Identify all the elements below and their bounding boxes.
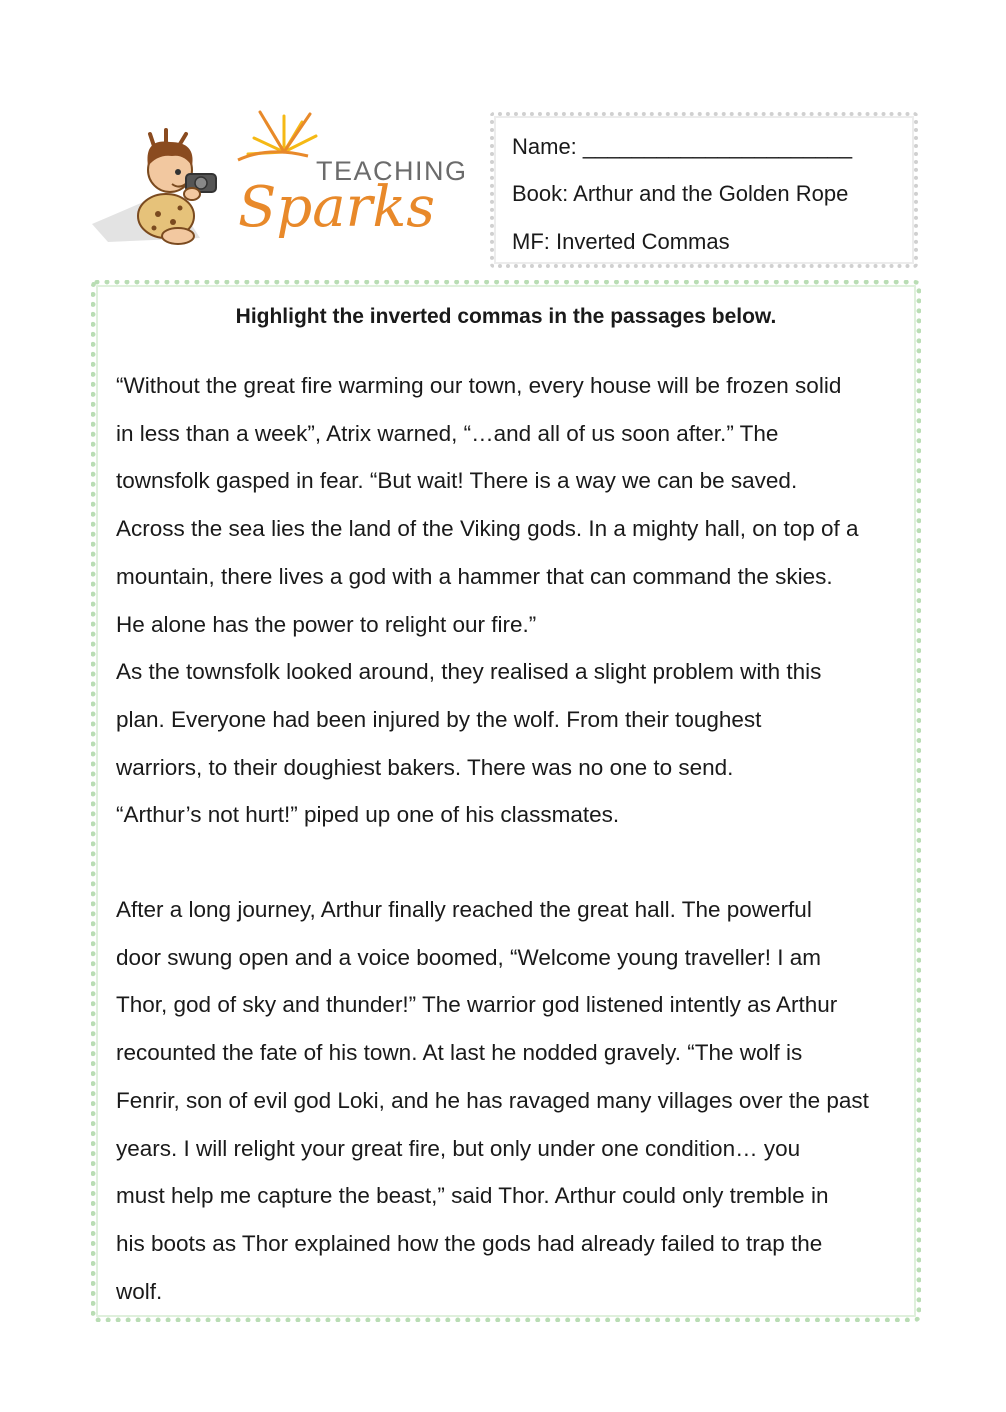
- passage-1: [116, 362, 916, 839]
- teaching-sparks-logo: [88, 108, 468, 258]
- name-label: Name:: [512, 134, 577, 159]
- logo-teaching-text: TEACHING: [316, 156, 468, 186]
- passage-line: After a long journey, Arthur finally reached the great hall. The powerful: [116, 897, 812, 922]
- passage-line: wolf.: [116, 1278, 163, 1304]
- passage-line: recounted the fate of his town. At last he nodded gravely. “The wolf is: [116, 1040, 803, 1066]
- passage-line: He alone has the power to relight our fire.”: [116, 611, 537, 637]
- instruction-heading: Highlight the inverted commas in the passages below.: [235, 305, 777, 328]
- name-blank[interactable]: ______________________: [582, 134, 853, 159]
- info-box: [490, 112, 918, 268]
- passage-2: [116, 886, 916, 1315]
- passage-line: mountain, there lives a god with a hammer that can command the skies.: [116, 563, 833, 589]
- passage-line: “Without the great fire warming our town, every house will be frozen solid: [116, 373, 842, 398]
- logo-sparks-text: Sparks: [238, 175, 436, 240]
- passage-line: Across the sea lies the land of the Viking gods. In a mighty hall, on top of a: [116, 516, 859, 542]
- passage-line: Fenrir, son of evil god Loki, and he has ravaged many villages over the past: [116, 1087, 869, 1113]
- passage-box: [91, 280, 921, 1322]
- passage-line: door swung open and a voice boomed, “Welcome young traveller! I am: [116, 944, 821, 970]
- book-title: Book: Arthur and the Golden Rope: [512, 181, 849, 206]
- passage-line: years. I will relight your great fire, but only under one condition… you: [116, 1135, 801, 1161]
- passage-line: in less than a week”, Atrix warned, “…and all of us soon after.” The: [116, 420, 779, 446]
- passage-line: As the townsfolk looked around, they realised a slight problem with this: [116, 659, 822, 685]
- passage-line: must help me capture the beast,” said Thor. Arthur could only tremble in: [116, 1183, 829, 1209]
- focus-topic: MF: Inverted Commas: [512, 229, 730, 254]
- passage-line: warriors, to their doughiest bakers. There was no one to send.: [116, 754, 734, 780]
- passage-line: townsfolk gasped in fear. “But wait! There is a way we can be saved.: [116, 468, 798, 494]
- name-field[interactable]: [512, 134, 852, 160]
- passage-line: plan. Everyone had been injured by the wolf. From their toughest: [116, 706, 762, 732]
- passage-line: “Arthur’s not hurt!” piped up one of his classmates.: [116, 802, 620, 828]
- passage-line: his boots as Thor explained how the gods had already failed to trap the: [116, 1230, 823, 1256]
- spark-rays-icon: [248, 112, 316, 154]
- passage-line: Thor, god of sky and thunder!” The warrior god listened intently as Arthur: [116, 992, 838, 1018]
- caveman-mascot-icon: [138, 130, 216, 244]
